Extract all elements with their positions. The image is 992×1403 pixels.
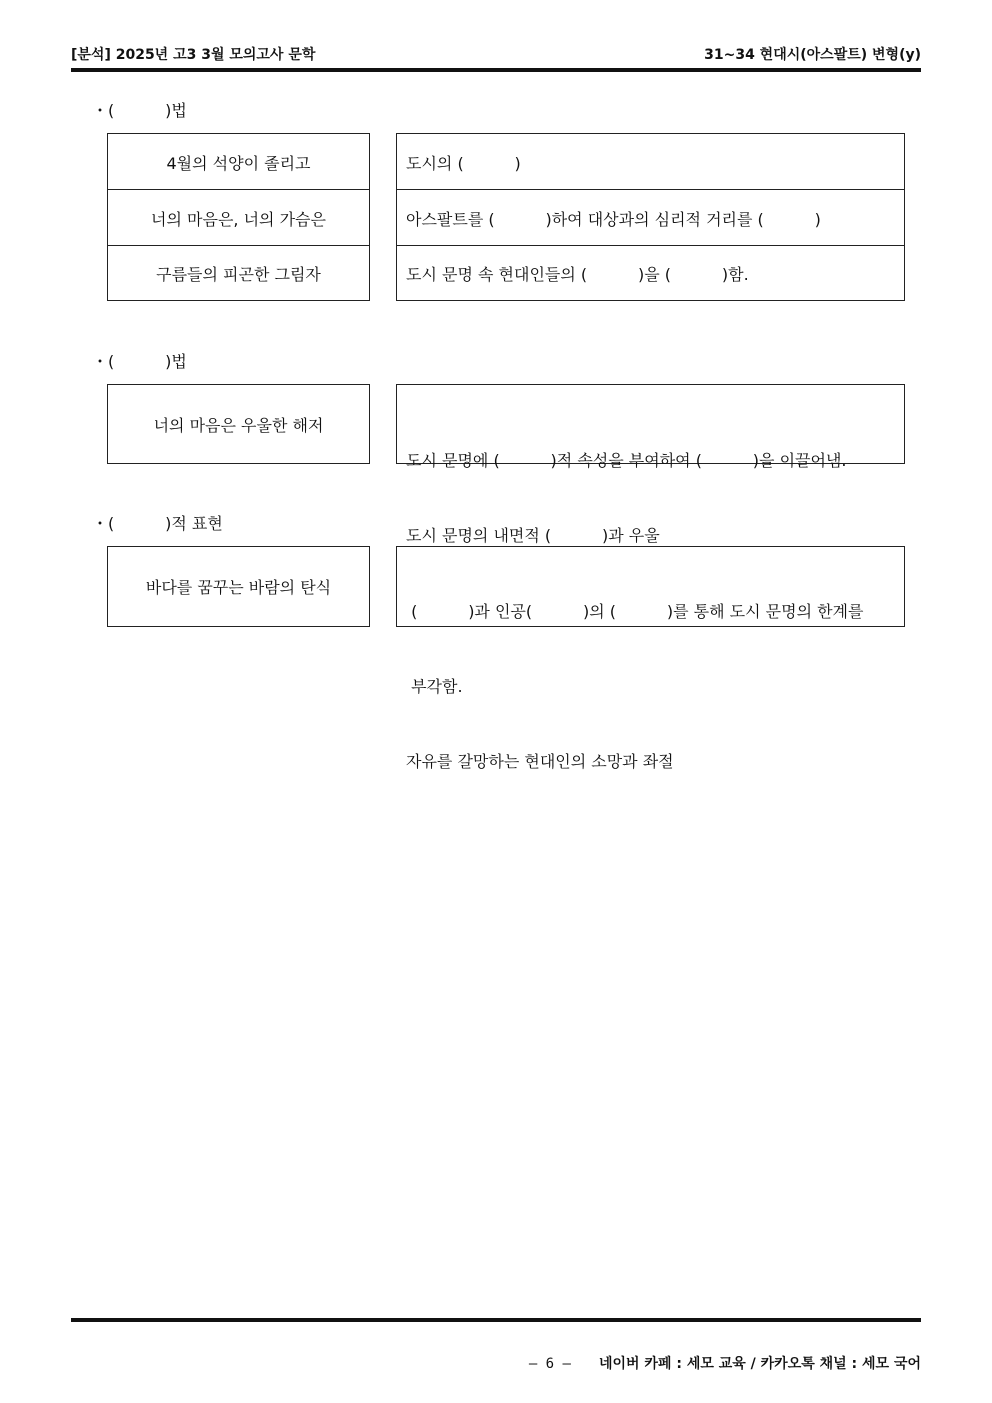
section-3-left-table xyxy=(107,546,370,627)
section-2-title: ・( )법 xyxy=(92,352,187,371)
table-cell: 도시 문명 속 현대인들의 ( )을 ( )함. xyxy=(406,265,749,284)
section-3-title: ・( )적 표현 xyxy=(92,514,223,533)
table-cell: 도시의 ( ) xyxy=(406,153,521,173)
table-cell: 너의 마음은 우울한 해저 xyxy=(153,415,324,435)
text-line: 도시 문명의 내면적 ( )과 우울 xyxy=(406,526,660,545)
section-2-right-table xyxy=(396,384,905,545)
table-cell: 아스팔트를 ( )하여 대상과의 심리적 거리를 ( ) xyxy=(406,209,821,229)
table-text-block xyxy=(406,549,896,824)
section-1-title: ・( )법 xyxy=(92,101,187,120)
text-line: 부각함. xyxy=(406,677,463,696)
text-line: ( )과 인공( )의 ( )를 통해 도시 문명의 한계를 xyxy=(406,602,864,621)
footer-rule xyxy=(71,1318,921,1322)
table-cell: 너의 마음은, 너의 가슴은 xyxy=(151,209,326,229)
text-line: 도시 문명에 ( )적 속성을 부여하여 ( )을 이끌어냄. xyxy=(406,451,847,470)
table-cell: 4월의 석양이 졸리고 xyxy=(166,153,311,173)
text-line: 자유를 갈망하는 현대인의 소망과 좌절 xyxy=(406,752,674,771)
section-1-right-table xyxy=(396,133,905,301)
page-footer xyxy=(520,1337,921,1373)
table-cell: 바다를 꿈꾸는 바람의 탄식 xyxy=(145,578,332,597)
page-header xyxy=(71,44,921,68)
table-cell: 구름들의 피곤한 그림자 xyxy=(156,265,321,284)
header-subtitle: 31~34 현대시(아스팔트) 변형(y) xyxy=(704,47,921,63)
section-1-left-table xyxy=(107,133,370,301)
footer-info: 네이버 카페 : 세모 교육 / 카카오톡 채널 : 세모 국어 xyxy=(598,1356,921,1372)
section-2-left-table xyxy=(107,384,370,464)
page-number: – 6 – xyxy=(528,1356,571,1372)
header-title: [분석] 2025년 고3 3월 모의고사 문학 xyxy=(71,47,316,63)
header-rule xyxy=(71,68,921,72)
section-3-right-table xyxy=(396,546,905,771)
